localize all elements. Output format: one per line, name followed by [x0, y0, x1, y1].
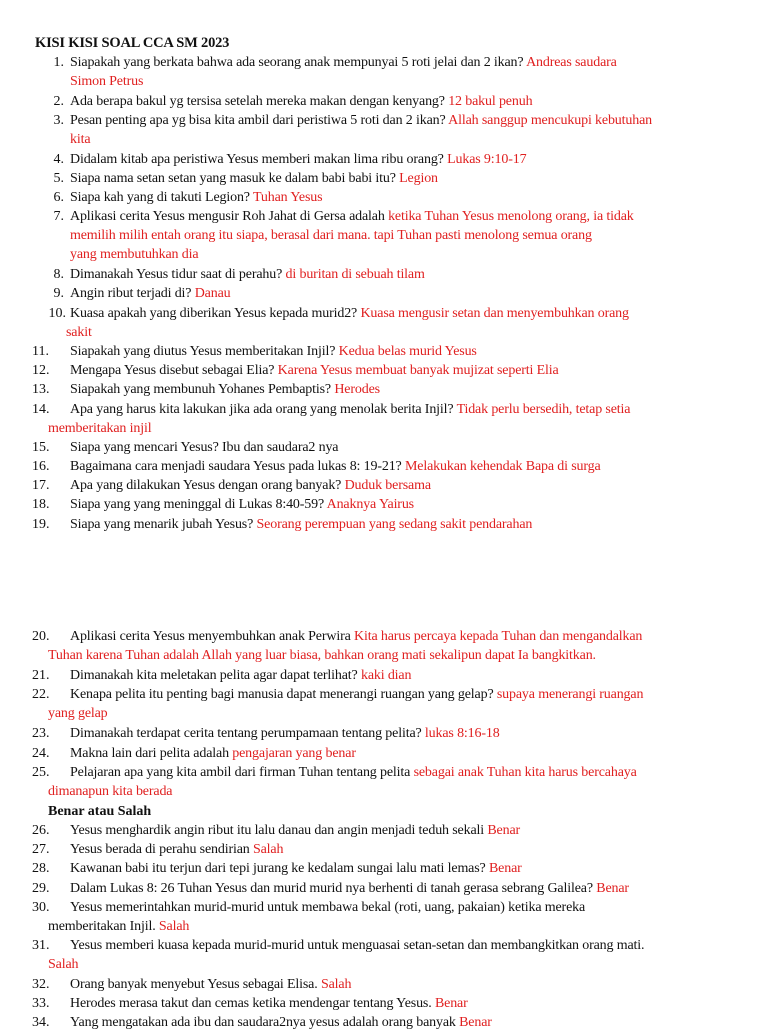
answer-text: Tuhan karena Tuhan adalah Allah yang luar biasa, bahkan orang mati sekalipun dapat Ia bangkitkan.: [48, 648, 596, 663]
item-number: 9.: [53, 286, 64, 301]
question-text: Kawanan babi itu terjun dari tepi jurang ke kedalam sungai lalu mati lemas?: [70, 861, 489, 876]
item-number: 28.: [32, 861, 50, 876]
answer-text: supaya menerangi ruangan: [496, 687, 644, 702]
question-item: [70, 92, 532, 111]
answer-text: Herodes: [334, 382, 380, 397]
question-item: [70, 188, 322, 207]
answer-text: Legion: [399, 171, 438, 186]
item-number: 20.: [32, 629, 50, 644]
question-item: [70, 380, 380, 399]
answer-text: Benar: [596, 881, 629, 896]
question-text: Siapakah yang diutus Yesus memberitakan Injil?: [70, 344, 339, 359]
question-item: [70, 361, 559, 380]
question-continuation: [70, 72, 143, 91]
item-number: 22.: [32, 687, 50, 702]
item-number: 27.: [32, 842, 50, 857]
section-heading-true-false: Benar atau Salah: [48, 804, 152, 819]
answer-text: Kita harus percaya kepada Tuhan dan mengandalkan: [354, 629, 643, 644]
answer-text: Salah: [48, 957, 79, 972]
item-number: 8.: [53, 267, 64, 282]
question-item: [70, 342, 477, 361]
question-text: Aplikasi cerita Yesus menyembuhkan anak Perwira: [70, 629, 355, 644]
question-item: [70, 207, 634, 226]
answer-text: memberitakan injil: [48, 421, 152, 436]
question-text: Apa yang harus kita lakukan jika ada orang yang menolak berita Injil?: [70, 402, 457, 417]
question-item: [70, 476, 431, 495]
question-text: Herodes merasa takut dan cemas ketika mendengar tentang Yesus.: [70, 996, 435, 1011]
answer-text: Benar: [487, 823, 521, 838]
question-item: [70, 495, 414, 514]
answer-text: 12 bakul penuh: [448, 94, 533, 109]
question-item: [70, 438, 338, 457]
item-number: 25.: [32, 765, 50, 780]
item-number: 33.: [32, 996, 50, 1011]
answer-text: Danau: [194, 286, 231, 301]
question-item: [70, 150, 526, 169]
question-continuation: [48, 646, 596, 665]
answer-text: Salah: [158, 919, 190, 934]
answer-text: yang membutuhkan dia: [70, 247, 199, 262]
question-item: [70, 879, 629, 898]
question-text: Siapakah yang membunuh Yohanes Pembaptis?: [70, 382, 335, 397]
answer-text: Salah: [252, 842, 284, 857]
item-number: 23.: [32, 726, 50, 741]
item-number: 10.: [48, 306, 66, 321]
question-text: memberitakan Injil.: [48, 919, 159, 934]
document-title: KISI KISI SOAL CCA SM 2023: [35, 35, 230, 51]
question-item: [70, 898, 585, 917]
question-continuation: [48, 955, 78, 974]
question-item: [70, 975, 351, 994]
question-item: [70, 840, 283, 859]
question-text: Bagaimana cara menjadi saudara Yesus pada lukas 8: 19-21?: [70, 459, 405, 474]
question-text: Pelajaran apa yang kita ambil dari firman Tuhan tentang pelita: [70, 765, 414, 780]
question-text: Kenapa pelita itu penting bagi manusia dapat menerangi ruangan yang gelap?: [70, 687, 497, 702]
question-text: Yang mengatakan ada ibu dan saudara2nya yesus adalah orang banyak: [70, 1015, 460, 1030]
question-text: Siapa kah yang di takuti Legion?: [70, 190, 253, 205]
answer-text: pengajaran yang benar: [232, 746, 356, 761]
answer-text: dimanapun kita berada: [48, 784, 173, 799]
item-number: 30.: [32, 900, 50, 915]
question-text: Siapa nama setan setan yang masuk ke dalam babi babi itu?: [70, 171, 400, 186]
item-number: 16.: [32, 459, 50, 474]
answer-text: Benar: [459, 1015, 492, 1030]
question-item: [70, 685, 643, 704]
answer-text: Lukas 9:10-17: [447, 152, 527, 167]
question-text: Apa yang dilakukan Yesus dengan orang banyak?: [70, 478, 345, 493]
item-number: 19.: [32, 517, 50, 532]
answer-text: memilih milih entah orang itu siapa, berasal dari mana. tapi Tuhan pasti menolong semua orang: [70, 228, 592, 243]
answer-text: Andreas saudara: [526, 55, 617, 70]
question-text: Siapakah yang berkata bahwa ada seorang anak mempunyai 5 roti jelai dan 2 ikan?: [70, 55, 527, 70]
answer-text: Benar: [488, 861, 522, 876]
question-text: Yesus memerintahkan murid-murid untuk membawa bekal (roti, uang, pakaian) ketika mereka: [70, 900, 586, 915]
answer-text: lukas 8:16-18: [424, 726, 500, 741]
answer-text: Anaknya Yairus: [326, 497, 414, 512]
item-number: 13.: [32, 382, 50, 397]
question-continuation: [48, 782, 172, 801]
question-item: [70, 763, 637, 782]
answer-text: Tuhan Yesus: [252, 190, 323, 205]
answer-text: sakit: [66, 325, 92, 340]
answer-text: ketika Tuhan Yesus menolong orang, ia tidak: [388, 209, 634, 224]
question-text: Dalam Lukas 8: 26 Tuhan Yesus dan murid murid nya berhenti di tanah gerasa sebrang Galilea?: [70, 881, 597, 896]
question-continuation: [48, 419, 151, 438]
answer-text: Duduk bersama: [344, 478, 431, 493]
item-number: 32.: [32, 977, 50, 992]
item-number: 29.: [32, 881, 50, 896]
answer-text: Seorang perempuan yang sedang sakit pendarahan: [256, 517, 533, 532]
answer-text: yang gelap: [48, 706, 108, 721]
question-item: [70, 744, 356, 763]
question-text: Pesan penting apa yg bisa kita ambil dari peristiwa 5 roti dan 2 ikan?: [70, 113, 449, 128]
item-number: 7.: [53, 209, 64, 224]
item-number: 21.: [32, 668, 50, 683]
question-item: [70, 1013, 492, 1032]
item-number: 2.: [53, 94, 64, 109]
item-number: 11.: [32, 344, 49, 359]
item-number: 14.: [32, 402, 50, 417]
question-item: [70, 169, 438, 188]
question-continuation: [66, 323, 92, 342]
question-text: Orang banyak menyebut Yesus sebagai Elisa.: [70, 977, 321, 992]
question-text: Ada berapa bakul yg tersisa setelah mereka makan dengan kenyang?: [70, 94, 449, 109]
question-item: [70, 265, 425, 284]
question-text: Dimanakah terdapat cerita tentang perumpamaan tentang pelita?: [70, 726, 425, 741]
question-text: Siapa yang mencari Yesus? Ibu dan saudara2 nya: [70, 440, 339, 455]
answer-text: Karena Yesus membuat banyak mujizat seperti Elia: [277, 363, 559, 378]
question-item: [70, 457, 601, 476]
question-item: [70, 994, 468, 1013]
item-number: 4.: [53, 152, 64, 167]
question-text: Yesus memberi kuasa kepada murid-murid untuk menguasai setan-setan dan membangkitkan orang mati.: [70, 938, 645, 953]
answer-text: kaki dian: [360, 668, 412, 683]
answer-text: Allah sanggup mencukupi kebutuhan: [448, 113, 652, 128]
question-text: Yesus berada di perahu sendirian: [70, 842, 253, 857]
item-number: 24.: [32, 746, 50, 761]
answer-text: Melakukan kehendak Bapa di surga: [404, 459, 601, 474]
item-number: 15.: [32, 440, 50, 455]
answer-text: sebagai anak Tuhan kita harus bercahaya: [413, 765, 637, 780]
question-item: [70, 724, 500, 743]
item-number: 26.: [32, 823, 50, 838]
answer-text: Salah: [320, 977, 352, 992]
question-continuation: [70, 226, 592, 245]
answer-text: di buritan di sebuah tilam: [285, 267, 425, 282]
answer-text: Benar: [434, 996, 468, 1011]
question-text: Dimanakah Yesus tidur saat di perahu?: [70, 267, 286, 282]
answer-text: kita: [70, 132, 91, 147]
question-text: Makna lain dari pelita adalah: [70, 746, 233, 761]
question-item: [70, 936, 644, 955]
question-item: [70, 284, 231, 303]
question-item: [70, 515, 532, 534]
question-text: Didalam kitab apa peristiwa Yesus memberi makan lima ribu orang?: [70, 152, 448, 167]
answer-text: Tidak perlu bersedih, tetap setia: [456, 402, 631, 417]
item-number: 1.: [53, 55, 64, 70]
item-number: 6.: [53, 190, 64, 205]
question-text: Angin ribut terjadi di?: [70, 286, 195, 301]
item-number: 12.: [32, 363, 50, 378]
question-item: [70, 859, 522, 878]
answer-text: Simon Petrus: [70, 74, 144, 89]
item-number: 31.: [32, 938, 50, 953]
question-item: [70, 666, 411, 685]
question-text: Aplikasi cerita Yesus mengusir Roh Jahat di Gersa adalah: [70, 209, 389, 224]
item-number: 18.: [32, 497, 50, 512]
question-continuation: [70, 130, 90, 149]
answer-text: Kuasa mengusir setan dan menyembuhkan orang: [360, 306, 629, 321]
question-text: Siapa yang yang meninggal di Lukas 8:40-59?: [70, 497, 327, 512]
item-number: 5.: [53, 171, 64, 186]
item-number: 34.: [32, 1015, 50, 1030]
question-item: [70, 400, 630, 419]
question-continuation: [48, 917, 189, 936]
question-continuation: [48, 704, 108, 723]
question-text: Kuasa apakah yang diberikan Yesus kepada murid2?: [70, 306, 361, 321]
question-text: Mengapa Yesus disebut sebagai Elia?: [70, 363, 278, 378]
question-item: [70, 111, 652, 130]
question-text: Yesus menghardik angin ribut itu lalu danau dan angin menjadi teduh sekali: [70, 823, 488, 838]
item-number: 17.: [32, 478, 50, 493]
item-number: 3.: [53, 113, 64, 128]
question-item: [70, 304, 629, 323]
answer-text: Kedua belas murid Yesus: [338, 344, 477, 359]
question-item: [70, 821, 520, 840]
question-text: Siapa yang menarik jubah Yesus?: [70, 517, 257, 532]
question-text: Dimanakah kita meletakan pelita agar dapat terlihat?: [70, 668, 361, 683]
question-item: [70, 627, 642, 646]
question-item: [70, 53, 617, 72]
